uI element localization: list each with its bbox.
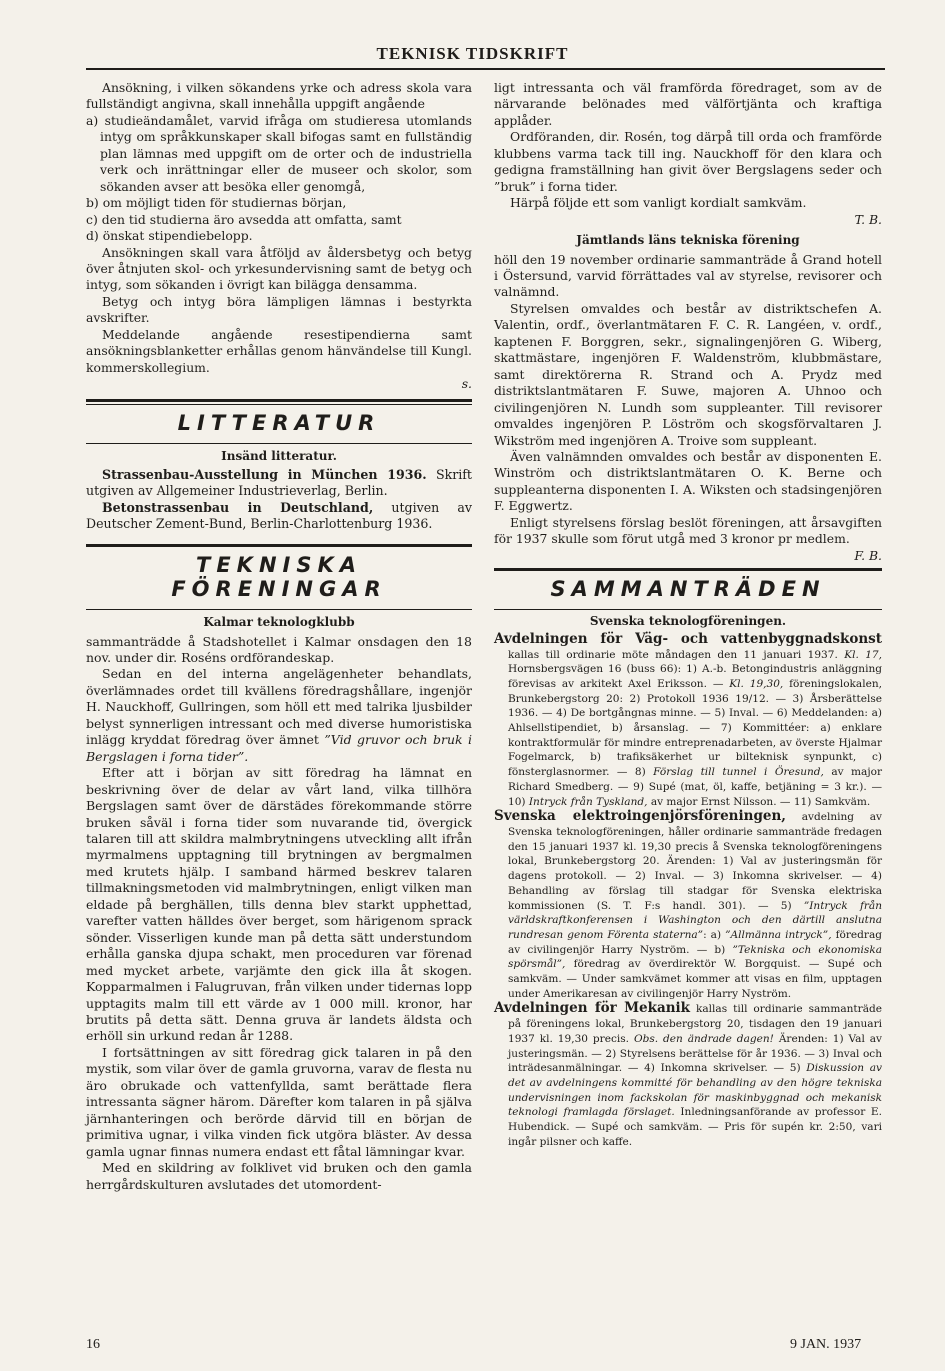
paragraph: Ordföranden, dir. Rosén, tog därpå till orda och framförde klubbens varma tack till ing. Nauckhoff för den klara och gedigna framställning han givit över Bergslagens seder och ”bruk” i forna tider. — [494, 129, 882, 194]
paragraph: Betyg och intyg böra lämpligen lämnas i bestyrkta avskrifter. — [86, 293, 472, 326]
notice-text: Hornsbergsvägen 16 (buss 66): 1) A.-b. Betongindustris anläggning förevisas av arkitekt Axel Eriksson. — — [508, 663, 882, 690]
paragraph: Med en skildring av folklivet vid bruken och den gamla herrgårdskulturen avslutades det utomordent- — [86, 1160, 472, 1192]
section-rule — [86, 544, 472, 547]
list-item: a) studieändamålet, varvid ifråga om studieresa utomlands intyg om språkkunskaper skall bifogas samt en fullständig plan lämnas med uppgift om de orter och de industriella verk och inrättningar eller de museer och skolor, som sökanden avser att besöka eller genomgå, — [86, 112, 472, 194]
paragraph: höll den 19 november ordinarie sammanträde å Grand hotell i Östersund, varvid förrättades val av styrelse, revisorer och valnämnd. — [494, 251, 882, 300]
notice-text: kallas till ordinarie möte måndagen den 11 januari 1937. — [508, 648, 845, 661]
notice-text: Ärenden: 1) Val av justeringsmän. — 2) Styrelsens berättelse för år 1936. — 3) Inval och inträdesanmälningar. — 4) Inkomna skrivelser. — 5) — [508, 1032, 882, 1075]
section-rule — [86, 609, 472, 610]
list-item: b) om möjligt tiden för studiernas början, — [86, 195, 347, 211]
notice-emphasis: ”Intryck från världskraftkonferensen i Washington och den därtill anslutna rundresan genom Förenta staterna” — [508, 899, 883, 941]
paragraph: Ansökningen skall vara åtföljd av åldersbetyg och betyg över åtnjuten skol- och yrkesundervisning samt de betyg och intyg, som sökanden i övrigt kan bilägga densamma. — [86, 244, 472, 293]
section-rule — [86, 404, 472, 405]
notice-lead: Avdelningen för Mekanik — [494, 1000, 691, 1017]
book-details: utgiven av Deutscher Zement-Bund, Berlin-Charlottenburg 1936. — [86, 499, 472, 531]
section-rule — [86, 443, 472, 444]
notice-text: föredrag av civilingenjör Harry Nyström. — b) — [508, 928, 882, 956]
book-entry — [86, 467, 472, 500]
right-column — [494, 80, 882, 1149]
section-title-sammantraden: SAMMANTRÄDEN — [550, 577, 826, 602]
stipend-notice — [86, 80, 472, 393]
notice-emphasis: ”Allmänna intryck”, — [725, 928, 832, 941]
paragraph — [86, 666, 472, 765]
section-rule — [494, 609, 882, 610]
notice-lead: Svenska elektroingenjörsföreningen, — [494, 808, 786, 825]
left-column — [86, 80, 472, 1193]
paragraph: Även valnämnden omvaldes och består av disponenten E. Winström och distriktslantmätaren O. K. Berne och suppleanterna disponenten I. A. Wiksten och stadsingenjören F. Eggwertz. — [494, 448, 882, 514]
meeting-notice — [494, 809, 882, 1001]
notice-emphasis: ”Tekniska och ekonomiska spörsmål”, — [508, 943, 883, 971]
notice-emphasis: Intryck från Tyskland, — [528, 795, 648, 808]
jamtland-body — [494, 232, 882, 564]
paragraph: Härpå följde ett som vanligt kordialt samkväm. — [510, 195, 807, 211]
book-details: Skrift utgiven av Allgemeiner Industrieverlag, Berlin. — [86, 466, 472, 499]
litteratur-body — [86, 448, 472, 532]
header-rule — [86, 68, 885, 70]
signature: F. B. — [854, 547, 882, 563]
lecture-title: ”Vid gruvor och bruk i Bergslagen i forna tider”. — [86, 732, 473, 764]
notice-text: : a) — [703, 928, 726, 941]
page-header — [0, 44, 945, 64]
journal-title: TEKNISK TIDSKRIFT — [376, 44, 569, 63]
paragraph: ligt intressanta och väl framförda föredraget, som av de närvarande belönades med välförtjänta och kraftiga applåder. — [494, 80, 882, 128]
book-entry — [86, 500, 472, 533]
notice-emphasis: Kl. 19,30, — [729, 677, 784, 690]
notice-text: av major Ernst Nilsson. — 11) Samkväm. — [647, 795, 871, 808]
sub-heading: Svenska teknologföreningen. — [589, 614, 787, 629]
sub-heading: Kalmar teknologklubb — [203, 615, 355, 630]
paragraph: Styrelsen omvaldes och består av distriktschefen A. Valentin, ordf., överlantmätaren F. C. R. Langéen, v. ordf., kaptenen F. Borggren, sekr., signalingenjören G. Wiberg, skattmästare, ingenjören F. Waldenström, klubbmästare, samt direktörerna R. Strand och A. Prydz med distriktslantmätaren F. Suwe, majoren A. Uhnoo och civilingenjören N. Lundh som suppleanter. Till revisorer omvaldes ingenjören P. Löström och skogsförvaltaren J. Wikström med ingenjören A. Troive som suppleant. — [494, 300, 882, 448]
paragraph: Enligt styrelsens förslag beslöt föreningen, att årsavgiften för 1937 skulle som förut utgå med 3 kronor pr medlem. — [494, 514, 882, 547]
page-number: 16 — [86, 1337, 100, 1352]
section-title-foreningar: TEKNISKA FÖRENINGAR — [171, 553, 387, 602]
paragraph: I fortsättningen av sitt föredrag gick talaren in på den mystik, som vilar över de gamla gruvorna, varav de flesta nu äro obrukade och vattenfyllda, samt berättade flera intressanta sägner härom. Därefter kom talaren in på själva järnhanteringen och berörde därvid till en början de primitiva ugnar, i vilka vinden fick utgöra bläster. Av dessa gamla ugnar finnas numera endast ett fåtal lämningar kvar. — [86, 1044, 472, 1159]
notice-text: föreningslokalen, Brunkebergstorg 20: 2) Protokoll 1936 19/12. — 3) Årsberättelse 1936. — 4) De bortgångnas minne. — 5) Inval. — 6) Meddelanden: a) Ahlsellstipendiet, b) årsanslag. — 7) Kommittéer: a) enklare kontraktformulär för mindre entreprenadarbeten, av överste Hjalmar Fogelmarck, b) trafiksäkerhet ur bilteknisk synpunkt, c) fönsterglasnormer. — 8) — [508, 677, 882, 779]
sub-heading: Jämtlands läns tekniska förening — [576, 233, 800, 248]
notice-text: föredrag av överdirektör W. Borgquist. — Supé och samkväm. — Under samkvämet kommer att visas en film, upptagen under Amerikaresan av civilingenjör Harry Nyström. — [508, 958, 882, 1000]
paragraph: Ansökning, i vilken sökandens yrke och adress skola vara fullständigt angivna, skall innehålla uppgift angående — [86, 80, 472, 112]
notice-emphasis: Obs. den ändrade dagen! — [633, 1032, 774, 1045]
signature: s. — [461, 376, 472, 392]
foreningar-body — [86, 614, 472, 1193]
notice-text: Inledningsanförande av professor E. Hubendick. — Supé och samkväm. — Pris för supén kr. 2:50, vari ingår pilsner och kaffe. — [508, 1106, 882, 1148]
paragraph: Efter att i början av sitt föredrag ha lämnat en beskrivning över de delar av vårt land, vilka tillhöra Bergslagen samt över de därstädes förekommande större bruken såväl i forna tider som nuvarande tid, övergick talaren till att skildra malmbrytningens utveckling allt ifrån myrmalmens upptagning till brytningen av bergmalmen med krutets hjälp. I samband härmed beskrev talaren tillmakningsmetoden vid malmbrytningen, enligt vilken man eldade på berghällen, tills denna blev starkt upphettad, varefter vatten hälldes över berget, som härigenom sprack sönder. Visserligen kunde man på detta sätt understundom erhålla ganska djupa schakt, men proceduren var förenad med mycket arbete, varjämte den gick illa åt skogen. Kopparmalmen i Falugruvan, från vilken under tidernas lopp upptagits malm till ett värde av 1 000 mill. kronor, har brutits på detta sätt. Denna gruva är landets äldsta och erhöll sin urkund redan år 1288. — [86, 765, 472, 1044]
notice-text: av major Richard Smedberg. — 9) Supé (mat, öl, kaffe, betjäning = 3 kr.). — 10) — [508, 766, 882, 808]
list-item: c) den tid studierna äro avsedda att omfatta, samt — [86, 211, 402, 227]
sub-heading: Insänd litteratur. — [221, 448, 337, 463]
notice-text: avdelning av Svenska teknologföreningen, håller ordinarie sammanträde fredagen den 15 januari 1937 kl. 19,30 precis å Svenska teknologföreningens lokal, Brunkebergstorg 20. Ärenden: 1) Val av justeringsmän för dagens protokoll. — 2) Inval. — 3) Inkomna skrivelser. — 4) Behandling av förslag till stadgar för Svenska elektriska kommissionen (S. T. F:s handl. 301). — 5) — [508, 811, 882, 912]
paragraph: sammanträdde å Stadshotellet i Kalmar onsdagen den 18 nov. under dir. Roséns ordförandeskap. — [86, 633, 472, 665]
issue-date: 9 JAN. 1937 — [790, 1337, 862, 1352]
paragraph: Meddelande angående resestipendierna samt ansökningsblanketter erhållas genom hänvändelse till Kungl. kommerskollegium. — [86, 326, 472, 375]
paragraph-text: Sedan en del interna angelägenheter behandlats, överlämnades ordet till kvällens föredragshållare, ingenjör H. Nauckhoff, Gullringen, som höll ett med talrika ljusbilder belyst synnerligen intressant och med diverse humoristiska inlägg kryddat föredrag över ämnet — [86, 666, 472, 748]
list-item: d) önskat stipendiebelopp. — [86, 228, 253, 244]
notice-emphasis: Förslag till tunnel i Öresund, — [653, 766, 824, 779]
notice-text: kallas till ordinarie sammanträde på föreningens lokal, Brunkebergstorg 20, tisdagen den 19 januari 1937 kl. 19,30 precis. — [508, 1003, 882, 1045]
sammantraden-body — [494, 614, 882, 1149]
meeting-notice — [494, 1001, 882, 1149]
signature: T. B. — [854, 211, 882, 227]
kalmar-continuation — [494, 80, 882, 228]
notice-emphasis: Diskussion av det av avdelningens kommitté för behandling av den högre tekniska undervisningen inom fackskolan för maskinbyggnad och mekanisk teknologi framlagda förslaget. — [508, 1062, 882, 1119]
book-title: Strassenbau-Ausstellung in München 1936. — [102, 466, 427, 482]
meeting-notice — [494, 632, 882, 809]
book-title: Betonstrassenbau in Deutschland, — [102, 499, 374, 515]
notice-emphasis: Kl. 17, — [844, 648, 882, 661]
section-rule — [86, 399, 472, 402]
notice-lead: Avdelningen för Väg- och vattenbyggnadskonst — [494, 630, 882, 647]
section-title-litteratur: LITTERATUR — [177, 410, 381, 435]
section-rule — [494, 568, 882, 571]
